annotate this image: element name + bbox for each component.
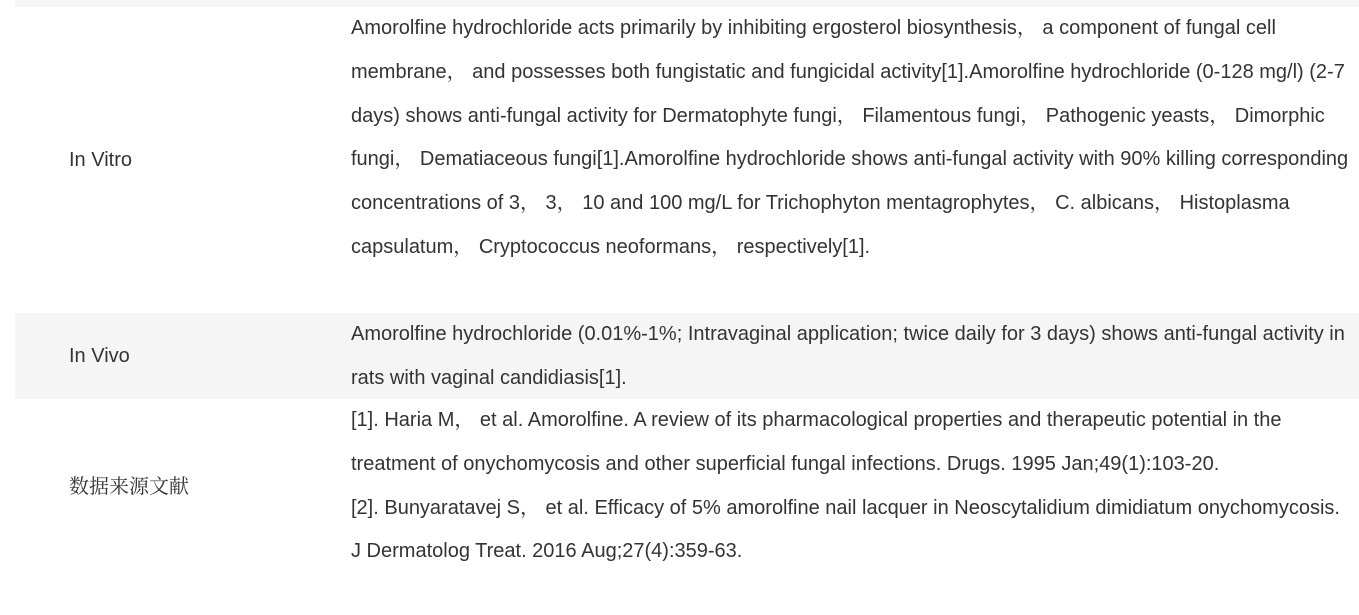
reference-item: [1]. Haria M， et al. Amorolfine. A review of its pharmacological properties and therapeutic potential in the treatment of onychomycosis and other superficial fungal infections. Drugs. 1995 Jan;49(1):103-20. <box>351 409 1282 475</box>
table-row-in-vitro <box>15 7 1359 313</box>
reference-list <box>296 399 1359 575</box>
reference-item: [2]. Bunyaratavej S， et al. Efficacy of 5% amorolfine nail lacquer in Neoscytalidium dimidiatum onychomycosis. J Dermatolog Treat. 2016 Aug;27(4):359-63. <box>351 496 1340 563</box>
previous-row-edge <box>15 0 1359 7</box>
row-label: In Vitro <box>69 149 132 171</box>
table-row-in-vivo <box>15 313 1359 399</box>
row-value: Amorolfine hydrochloride (0.01%-1%; Intravaginal application; twice daily for 3 days) shows anti-fungal activity in rats with vaginal candidiasis[1]. <box>351 323 1345 389</box>
table-row-references <box>15 399 1359 575</box>
row-value: Amorolfine hydrochloride acts primarily by inhibiting ergosterol biosynthesis， a component of fungal cell membrane， and possesses both fungistatic and fungicidal activity[1].Amorolfine hydrochloride (0-128 mg/l) (2-7 days) shows anti-fungal activity for Dermatophyte fungi， Filamentous fungi， Pathogenic yeasts， Dimorphic fungi， Dematiaceous fungi[1].Amorolfine hydrochloride shows anti-fungal activity with 90% killing corresponding concentrations of 3， 3， 10 and 100 mg/L for Trichophyton mentagrophytes， C. albicans， Histoplasma capsulatum， Cryptococcus neoformans， respectively[1]. <box>351 17 1349 258</box>
row-label: 数据来源文献 <box>69 476 189 498</box>
product-info-table <box>15 7 1359 575</box>
row-label: In Vivo <box>69 345 130 367</box>
